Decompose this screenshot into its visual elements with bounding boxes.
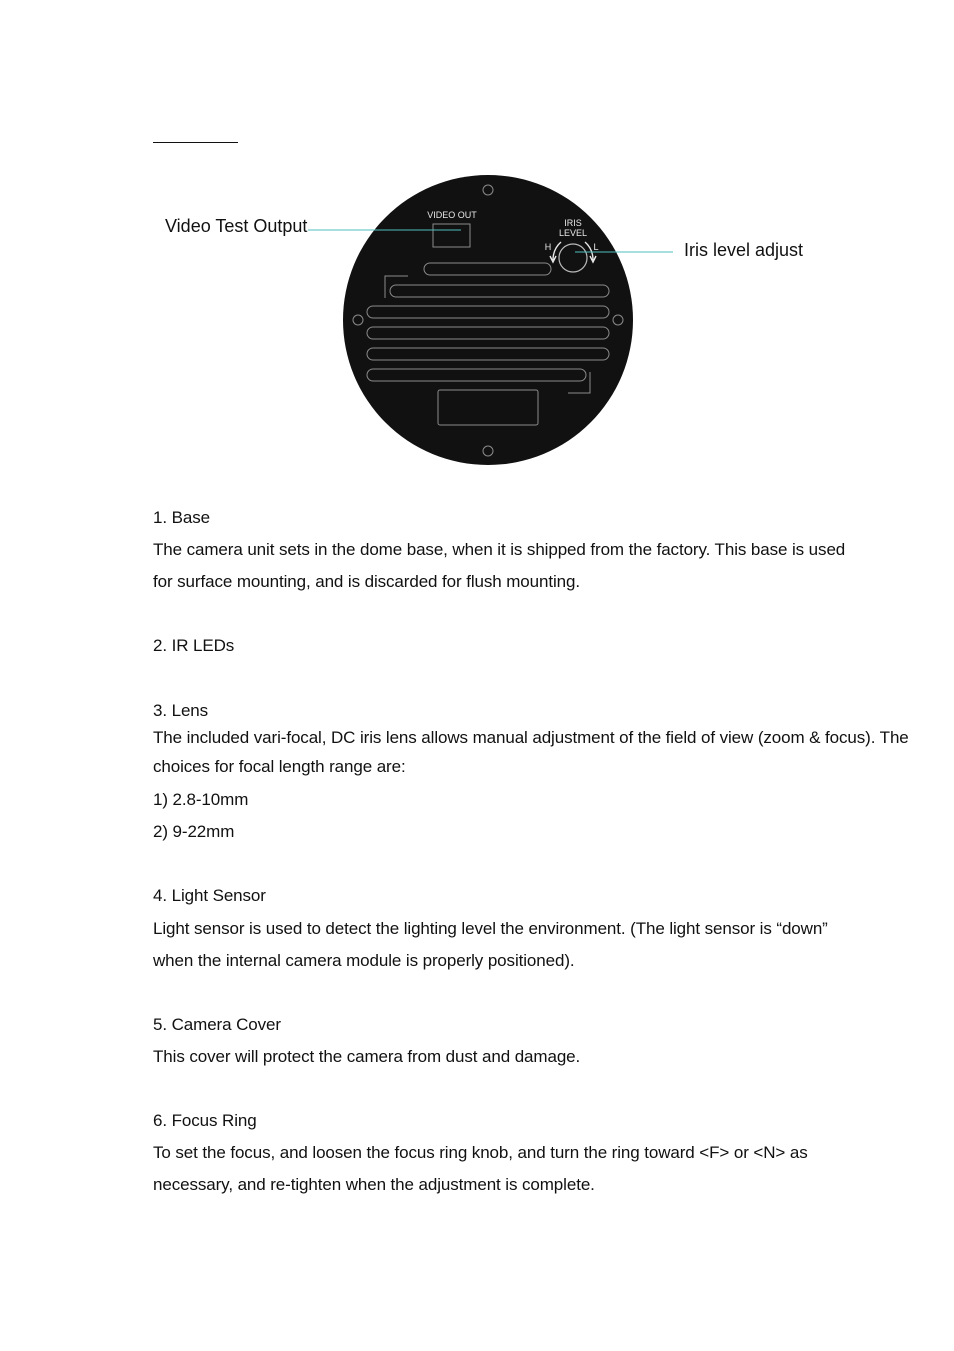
paragraph-line: when the internal camera module is properly positioned). [153,951,575,970]
section-heading: 1. Base [153,508,210,527]
paragraph-line: The camera unit sets in the dome base, when it is shipped from the factory. This base is used [153,540,846,559]
paragraph-line: choices for focal length range are: [153,757,406,776]
iris-h-label: H [544,242,552,252]
video-test-output-callout: Video Test Output [165,216,308,236]
paragraph-line: necessary, and re-tighten when the adjustment is complete. [153,1175,595,1194]
iris-l-label: L [593,242,599,252]
camera-back-panel-figure [0,0,954,480]
level-label: LEVEL [558,228,588,238]
list-item: 1) 2.8-10mm [153,790,249,809]
video-out-label: VIDEO OUT [427,210,477,220]
section-heading: 5. Camera Cover [153,1015,281,1034]
back-panel-disc [343,175,633,465]
section-heading: 3. Lens [153,701,209,720]
paragraph-line: The included vari-focal, DC iris lens allows manual adjustment of the field of view (zoom & focus). The [153,728,909,747]
section-heading: 2. IR LEDs [153,636,235,655]
list-item: 2) 9-22mm [153,822,235,841]
paragraph-line: This cover will protect the camera from dust and damage. [153,1047,581,1066]
section-heading: 6. Focus Ring [153,1111,257,1130]
section-heading: 4. Light Sensor [153,886,266,905]
camera-back-panel-diagram [0,0,954,480]
iris-label: IRIS [564,218,582,228]
paragraph-line: for surface mounting, and is discarded for flush mounting. [153,572,580,591]
paragraph-line: Light sensor is used to detect the lighting level the environment. (The light sensor is “down” [153,919,828,938]
paragraph-line: To set the focus, and loosen the focus ring knob, and turn the ring toward <F> or <N> as [153,1143,808,1162]
iris-level-adjust-callout: Iris level adjust [684,240,804,260]
